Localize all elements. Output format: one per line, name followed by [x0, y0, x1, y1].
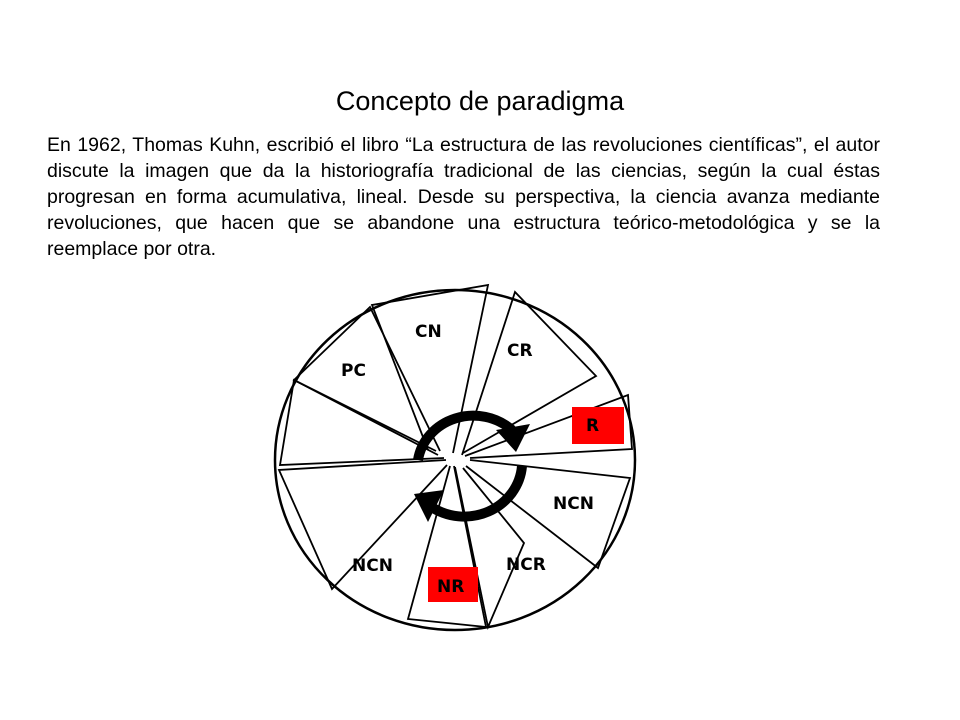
label-nr: NR [437, 577, 465, 597]
label-pc: PC [341, 361, 366, 381]
upper-arrowhead-icon [496, 424, 530, 452]
label-cr: CR [507, 341, 533, 361]
intro-paragraph: En 1962, Thomas Kuhn, escribió el libro “La estructura de las revoluciones científicas”, el autor discute la imagen que da la historiografía tradicional de las ciencias, según la cual éstas progresan en forma acumulativa, lineal. Desde su perspectiva, la ciencia avanza mediante revoluciones, que hacen que se abandone una estructura teórico-metodológica y se la reemplace por otra. [47, 134, 880, 260]
segment-nr [408, 466, 486, 627]
label-ncn-right: NCN [553, 494, 594, 514]
label-ncr: NCR [506, 555, 546, 575]
label-cn: CN [415, 322, 442, 342]
cycle-arrows [414, 416, 530, 522]
label-r: R [586, 416, 600, 436]
label-ncn-left: NCN [352, 556, 393, 576]
upper-cycle-arrow [418, 416, 512, 460]
page-title: Concepto de paradigma [335, 86, 625, 116]
